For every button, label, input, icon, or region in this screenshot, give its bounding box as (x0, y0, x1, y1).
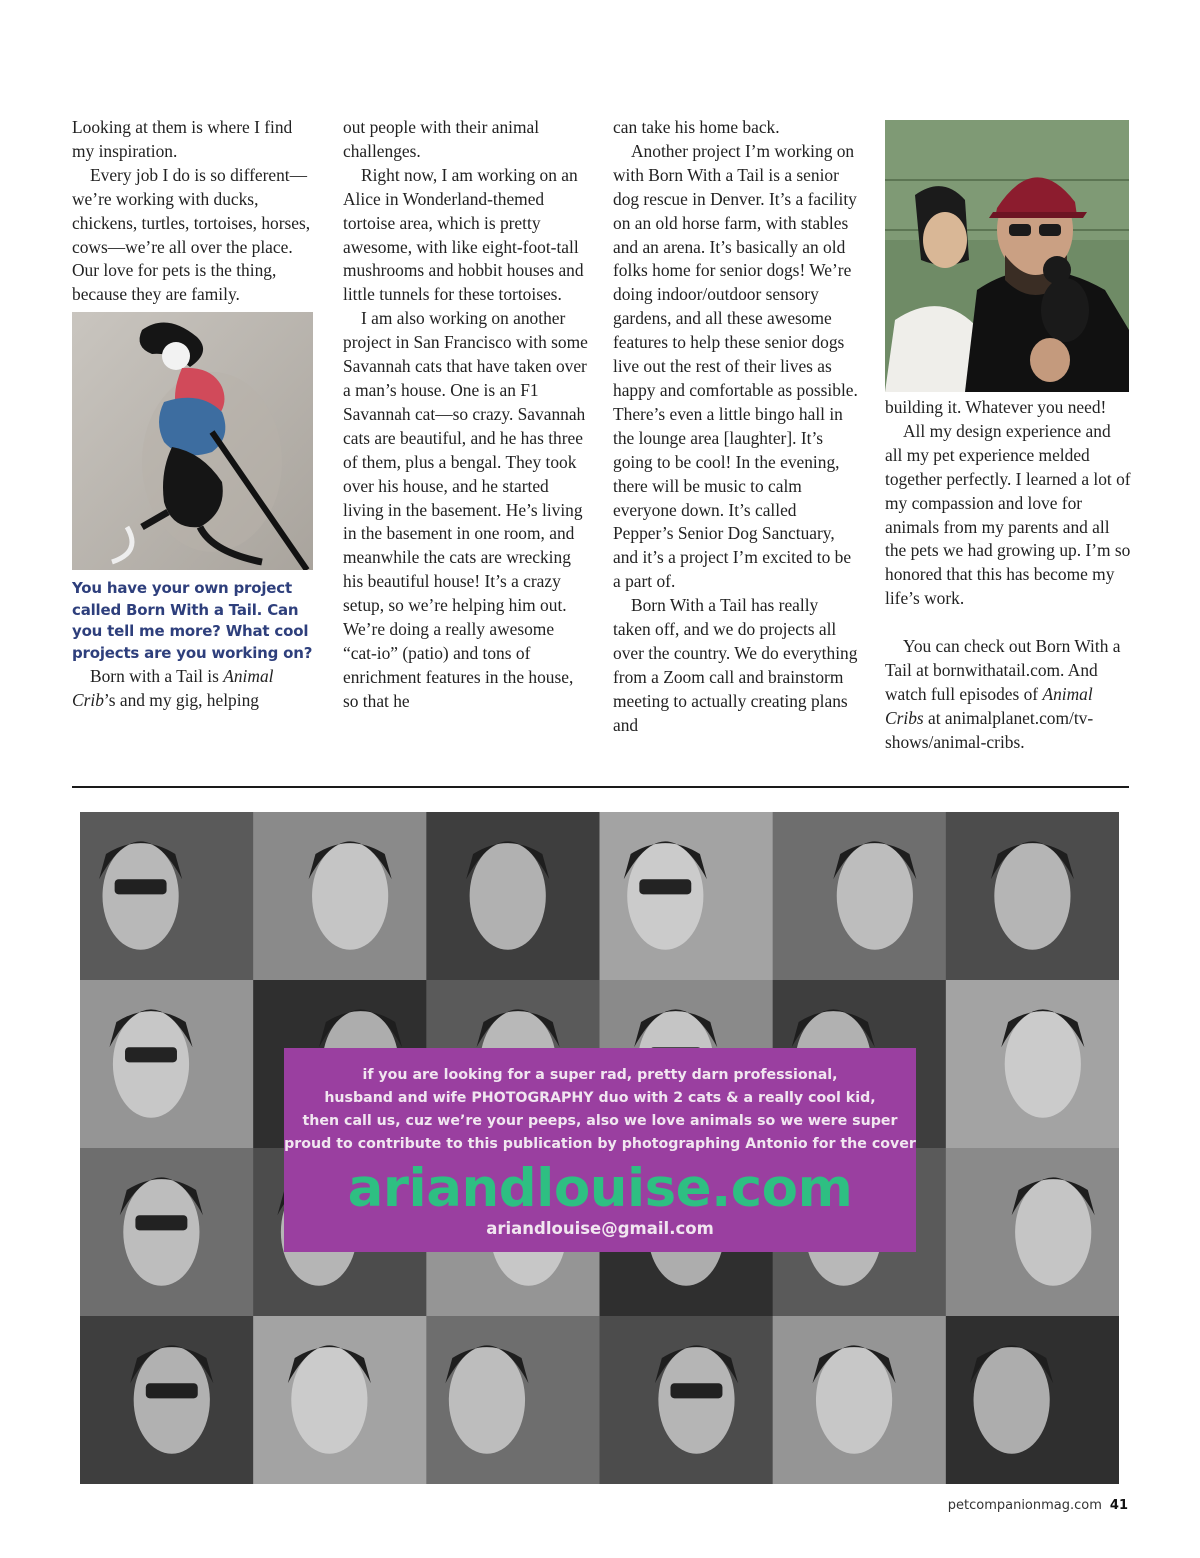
collage-sunglasses (146, 1383, 198, 1398)
paragraph: Every job I do is so different—we’re working with ducks, chickens, turtles, tortoises, horses, cows—we’re all over the place. Our love for pets is the thing, because they are family. (72, 164, 311, 305)
text-run: You can check out Born With a Tail at bornwithatail.com. And watch full episodes of (885, 636, 1121, 704)
article-column-3 (613, 116, 859, 738)
collage-face (449, 1346, 525, 1454)
dog-walking-photo (72, 312, 313, 570)
collage-face (974, 1346, 1050, 1454)
text-run: ’s and my gig, helping (103, 689, 259, 710)
collage-face (816, 1346, 892, 1454)
collage-sunglasses (670, 1383, 722, 1398)
ad-line: husband and wife PHOTOGRAPHY duo with 2 cats & a really cool kid, (324, 1090, 876, 1106)
paragraph: All my design experience and all my pet experience melded together perfectly. I learned a lot of my compassion and love for animals from my parents and all the pets we had growing up. I’m so honored that this has become my life’s work. (885, 420, 1131, 609)
text-run: at animalplanet.com/tv-shows/animal-cribs. (885, 707, 1094, 752)
ad-message-box (284, 1048, 916, 1252)
collage-face (1015, 1178, 1091, 1286)
ad-email[interactable]: ariandlouise@gmail.com (486, 1219, 714, 1238)
paragraph-gap (885, 611, 1131, 635)
ad-line: if you are looking for a super rad, pretty darn professional, (362, 1067, 838, 1083)
paragraph: Looking at them is where I find my inspiration. (72, 117, 293, 161)
paragraph (72, 665, 318, 713)
paragraph: I am also working on another project in San Francisco with some Savannah cats that have taken over a man’s house. One is an F1 Savannah cat—so crazy. Savannah cats are beautiful, and he has three of them, plus a bengal. They took over his house, and he started living in the basement. He’s living in the basement in one room, and meanwhile the cats are wrecking his beautiful house! It’s a crazy setup, so we’re helping him out. We’re doing a really awesome “cat-io” (patio) and tons of enrichment features in the house, so that he (343, 308, 588, 711)
collage-face (470, 842, 546, 950)
photography-advertisement (80, 812, 1119, 1484)
paragraph (885, 635, 1131, 755)
paragraph: can take his home back. (613, 117, 780, 137)
paragraph: building it. Whatever you need! (885, 397, 1107, 417)
collage-face (658, 1346, 734, 1454)
ad-website[interactable]: ariandlouise.com (347, 1158, 853, 1219)
page-number: 41 (1109, 1498, 1128, 1513)
paragraph: Born With a Tail has really taken off, and we do projects all over the country. We do everything from a Zoom call and brainstorm meeting to actually creating plans and (613, 595, 858, 735)
collage-face (113, 1010, 189, 1118)
collage-face (291, 1346, 367, 1454)
couple-with-dog-photo (885, 120, 1129, 392)
collage-sunglasses (115, 879, 167, 894)
paragraph: out people with their animal challenges. (343, 117, 540, 161)
show-title: Animal Cribs (885, 683, 1093, 728)
collage-sunglasses (639, 879, 691, 894)
collage-face (103, 842, 179, 950)
collage-face (837, 842, 913, 950)
collage-face (134, 1346, 210, 1454)
collage-face (123, 1178, 199, 1286)
show-title: Animal Crib (72, 665, 274, 710)
collage-sunglasses (125, 1047, 177, 1062)
ad-copy (284, 1064, 916, 1156)
collage-face (627, 842, 703, 950)
collage-face (994, 842, 1070, 950)
ad-line: proud to contribute to this publication by photographing Antonio for the cover (284, 1136, 916, 1152)
paragraph: Another project I’m working on with Born With a Tail is a senior dog rescue in Denver. It’s a facility on an old horse farm, with stables and an arena. It’s basically an old folks home for senior dogs! We’re doing indoor/outdoor sensory gardens, and all these awesome features to help these senior dogs live out the rest of their lives as happy and comfortable as possible. There’s even a little bingo hall in the lounge area [laughter]. It’s going to be cool! In the evening, there will be music to calm everyone down. It’s called Pepper’s Senior Dog Sanctuary, and it’s a project I’m excited to be a part of. (613, 140, 858, 592)
text-run: Born with a Tail is (90, 665, 224, 686)
paragraph: Right now, I am working on an Alice in Wonderland-themed tortoise area, which is pretty awesome, with like eight-foot-tall mushrooms and hobbit houses and little tunnels for these tortoises. (343, 164, 584, 305)
article-column-1 (72, 116, 318, 712)
collage-face (312, 842, 388, 950)
interview-question: You have your own project called Born With a Tail. Can you tell me more? What cool projects are you working on? (72, 579, 313, 663)
article-column-2 (343, 116, 589, 714)
footer-site: petcompanionmag.com (947, 1498, 1102, 1513)
section-divider (72, 786, 1129, 788)
article-column-4 (885, 116, 1131, 755)
page-footer (948, 1498, 1128, 1513)
collage-sunglasses (135, 1215, 187, 1230)
collage-face (1005, 1010, 1081, 1118)
ad-line: then call us, cuz we’re your peeps, also we love animals so we were super (302, 1113, 898, 1129)
